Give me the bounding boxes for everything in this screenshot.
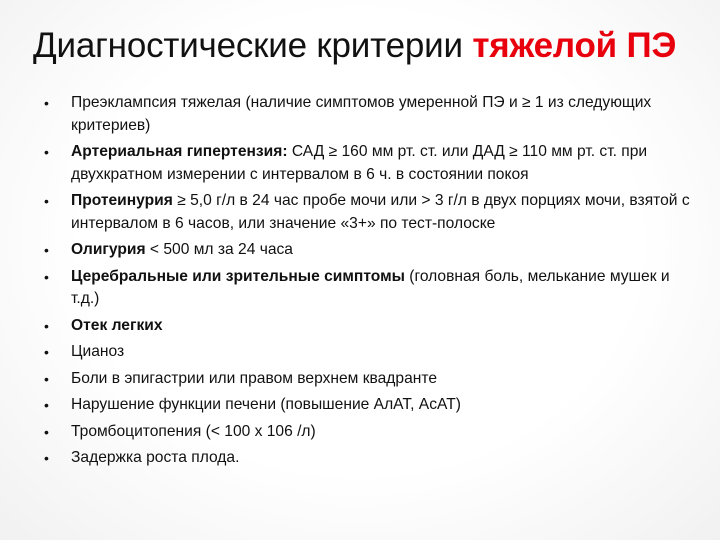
item-bold: Церебральные или зрительные симптомы <box>71 267 405 285</box>
list-item <box>44 341 694 364</box>
bullet-icon: • <box>44 370 49 387</box>
bullet-icon: • <box>44 397 49 413</box>
bullet-icon: • <box>44 423 49 440</box>
list-item <box>44 92 694 137</box>
slide-title <box>33 20 720 72</box>
item-text: Преэклампсия тяжелая (наличие симптомов умеренной ПЭ и ≥ 1 из следующих критериев) <box>71 94 652 134</box>
bullet-icon: • <box>44 450 49 466</box>
item-text: (головная боль, мелькание мушек и т.д.) <box>71 267 670 307</box>
title-main: Диагностические критерии <box>33 26 473 65</box>
list-item <box>44 141 694 186</box>
list-item <box>44 447 694 470</box>
item-text: Цианоз <box>71 343 125 360</box>
item-text: Задержка роста плода. <box>71 449 240 466</box>
item-text: САД ≥ 160 мм рт. ст. или ДАД ≥ 110 мм рт. ст. при двухкратном измерении с интервалом в 6 ч. в состоянии покоя <box>71 143 648 183</box>
list-item <box>44 239 694 262</box>
list-item <box>44 266 694 311</box>
bullet-icon: • <box>44 95 49 111</box>
title-accent: тяжелой ПЭ <box>472 26 677 65</box>
list-item <box>44 368 694 391</box>
bullet-icon: • <box>44 268 49 285</box>
item-bold: Артериальная гипертензия: <box>71 143 288 160</box>
item-bold: Отек легких <box>71 316 163 334</box>
bullet-icon: • <box>44 144 49 160</box>
item-bold: Олигурия <box>71 241 146 258</box>
bullet-icon: • <box>44 344 49 360</box>
bullet-icon: • <box>44 193 49 209</box>
bullet-icon: • <box>44 317 49 334</box>
list-item <box>44 190 694 235</box>
list-item <box>44 315 694 338</box>
item-bold: Протеинурия <box>71 192 173 209</box>
criteria-list <box>44 92 694 474</box>
list-item <box>44 421 694 444</box>
item-text: Боли в эпигастрии или правом верхнем квадранте <box>71 369 438 387</box>
item-text: Нарушение функции печени (повышение АлАТ, АсАТ) <box>71 396 461 413</box>
item-text: < 500 мл за 24 часа <box>145 241 293 258</box>
item-text: Тромбоцитопения (< 100 х 106 /л) <box>71 422 316 440</box>
list-item <box>44 394 694 417</box>
item-text: ≥ 5,0 г/л в 24 час пробе мочи или > 3 г/л в двух порциях мочи, взятой с интервалом в 6 часов, или значение «3+» по тест-полоске <box>71 192 690 232</box>
bullet-icon: • <box>44 242 49 258</box>
